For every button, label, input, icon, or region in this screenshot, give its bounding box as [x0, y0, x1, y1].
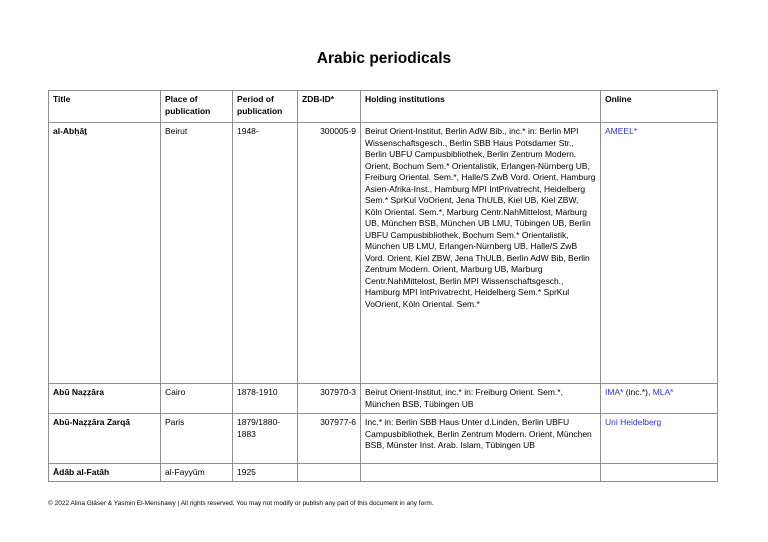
period-of-publication: 1879/1880-1883 — [233, 414, 298, 464]
holding-institutions: Beirut Orient-Institut, inc.* in: Freiburg Orient. Sem.*, München BSB, Tübingen UB — [361, 384, 601, 414]
place-of-publication: al-Fayyūm — [161, 464, 233, 482]
col-header-title: Title — [49, 91, 161, 123]
online-link[interactable]: IMA* — [605, 387, 624, 397]
copyright-footer: © 2022 Alina Gläser & Yasmin El-Menshawy | All rights reserved. You may not modify or publish any part of this document in any form. — [48, 500, 434, 507]
zdb-id: 300005-9 — [298, 123, 361, 384]
col-header-period: Period of publication — [233, 91, 298, 123]
zdb-id: 307970-3 — [298, 384, 361, 414]
period-of-publication: 1948- — [233, 123, 298, 384]
zdb-id: 307977-6 — [298, 414, 361, 464]
place-of-publication: Cairo — [161, 384, 233, 414]
periodical-title: Ādāb al-Fatāh — [49, 464, 161, 482]
online-link[interactable]: Uni Heidelberg — [605, 417, 662, 427]
period-of-publication: 1925 — [233, 464, 298, 482]
page-title: Arabic periodicals — [316, 50, 452, 67]
col-header-online: Online — [601, 91, 718, 123]
table-row — [49, 464, 718, 482]
online-link[interactable]: MLA* — [652, 387, 674, 397]
table-row — [49, 384, 718, 414]
holding-institutions: Inc.* in: Berlin SBB Haus Unter d.Linden, Berlin UBFU Campusbibliothek, Berlin Zentrum Modern. Orient, München BSB, Münster Inst. Arab. Islam, Tübingen UB — [361, 414, 601, 464]
online-cell — [601, 464, 718, 482]
col-header-holding-institutions: Holding institutions — [361, 91, 601, 123]
online-link[interactable]: AMEEL* — [605, 126, 638, 136]
periodicals-table — [48, 90, 718, 482]
holding-institutions: Beirut Orient-Institut, Berlin AdW Bib., inc.* in: Berlin MPI Wissenschaftsgesch., Berlin SBB Haus Potsdamer Str., Berlin UBFU Campusbibliothek, Berlin Zentrum Modern. Orient, Bochum Sem.* Orientalistik, Erlangen-Nürnberg UB, Freiburg Oriental. Sem.*, Halle/S ZwB Vord. Orient, Hamburg Asien-Afrika-Inst., Hamburg MPI IntPrivatrecht, Heidelberg Sem.* SprKul VoOrient, Jena ThULB, Kiel UB, Kiel ZBW, Köln Oriental. Sem.*, Marburg Centr.NahMittelost, Marburg UB, München BSB, München UB LMU, Tübingen UB, Berlin UBFU Campusbibliothek, Bochum Sem.* Orientalistik, München UB LMU, Erlangen-Nürnberg UB, Halle/S ZwB Vord. Orient, Kiel ZBW, Jena ThULB, Berlin AdW Bib, Berlin Zentrum Modern. Orient, Marburg UB, Marburg Centr.NahMittelost, Berlin MPI Wissenschaftsgesch., Hamburg MPI IntPrivatrecht, Heidelberg Sem.* SprKul VoOrient, Köln Oriental. Sem.* — [361, 123, 601, 384]
online-cell — [601, 123, 718, 384]
zdb-id — [298, 464, 361, 482]
online-cell — [601, 384, 718, 414]
table-row — [49, 123, 718, 384]
col-header-zdb-id: ZDB-ID* — [298, 91, 361, 123]
periodical-title: al-Abḥāṯ — [49, 123, 161, 384]
periodical-title: Abū Naẓẓāra — [49, 384, 161, 414]
online-cell — [601, 414, 718, 464]
table-row — [49, 414, 718, 464]
place-of-publication: Paris — [161, 414, 233, 464]
online-note: (inc.*), — [623, 387, 653, 397]
place-of-publication: Beirut — [161, 123, 233, 384]
period-of-publication: 1878-1910 — [233, 384, 298, 414]
holding-institutions — [361, 464, 601, 482]
col-header-place: Place of publication — [161, 91, 233, 123]
periodical-title: Abū-Naẓẓāra Zarqā — [49, 414, 161, 464]
table-header-row — [49, 91, 718, 123]
